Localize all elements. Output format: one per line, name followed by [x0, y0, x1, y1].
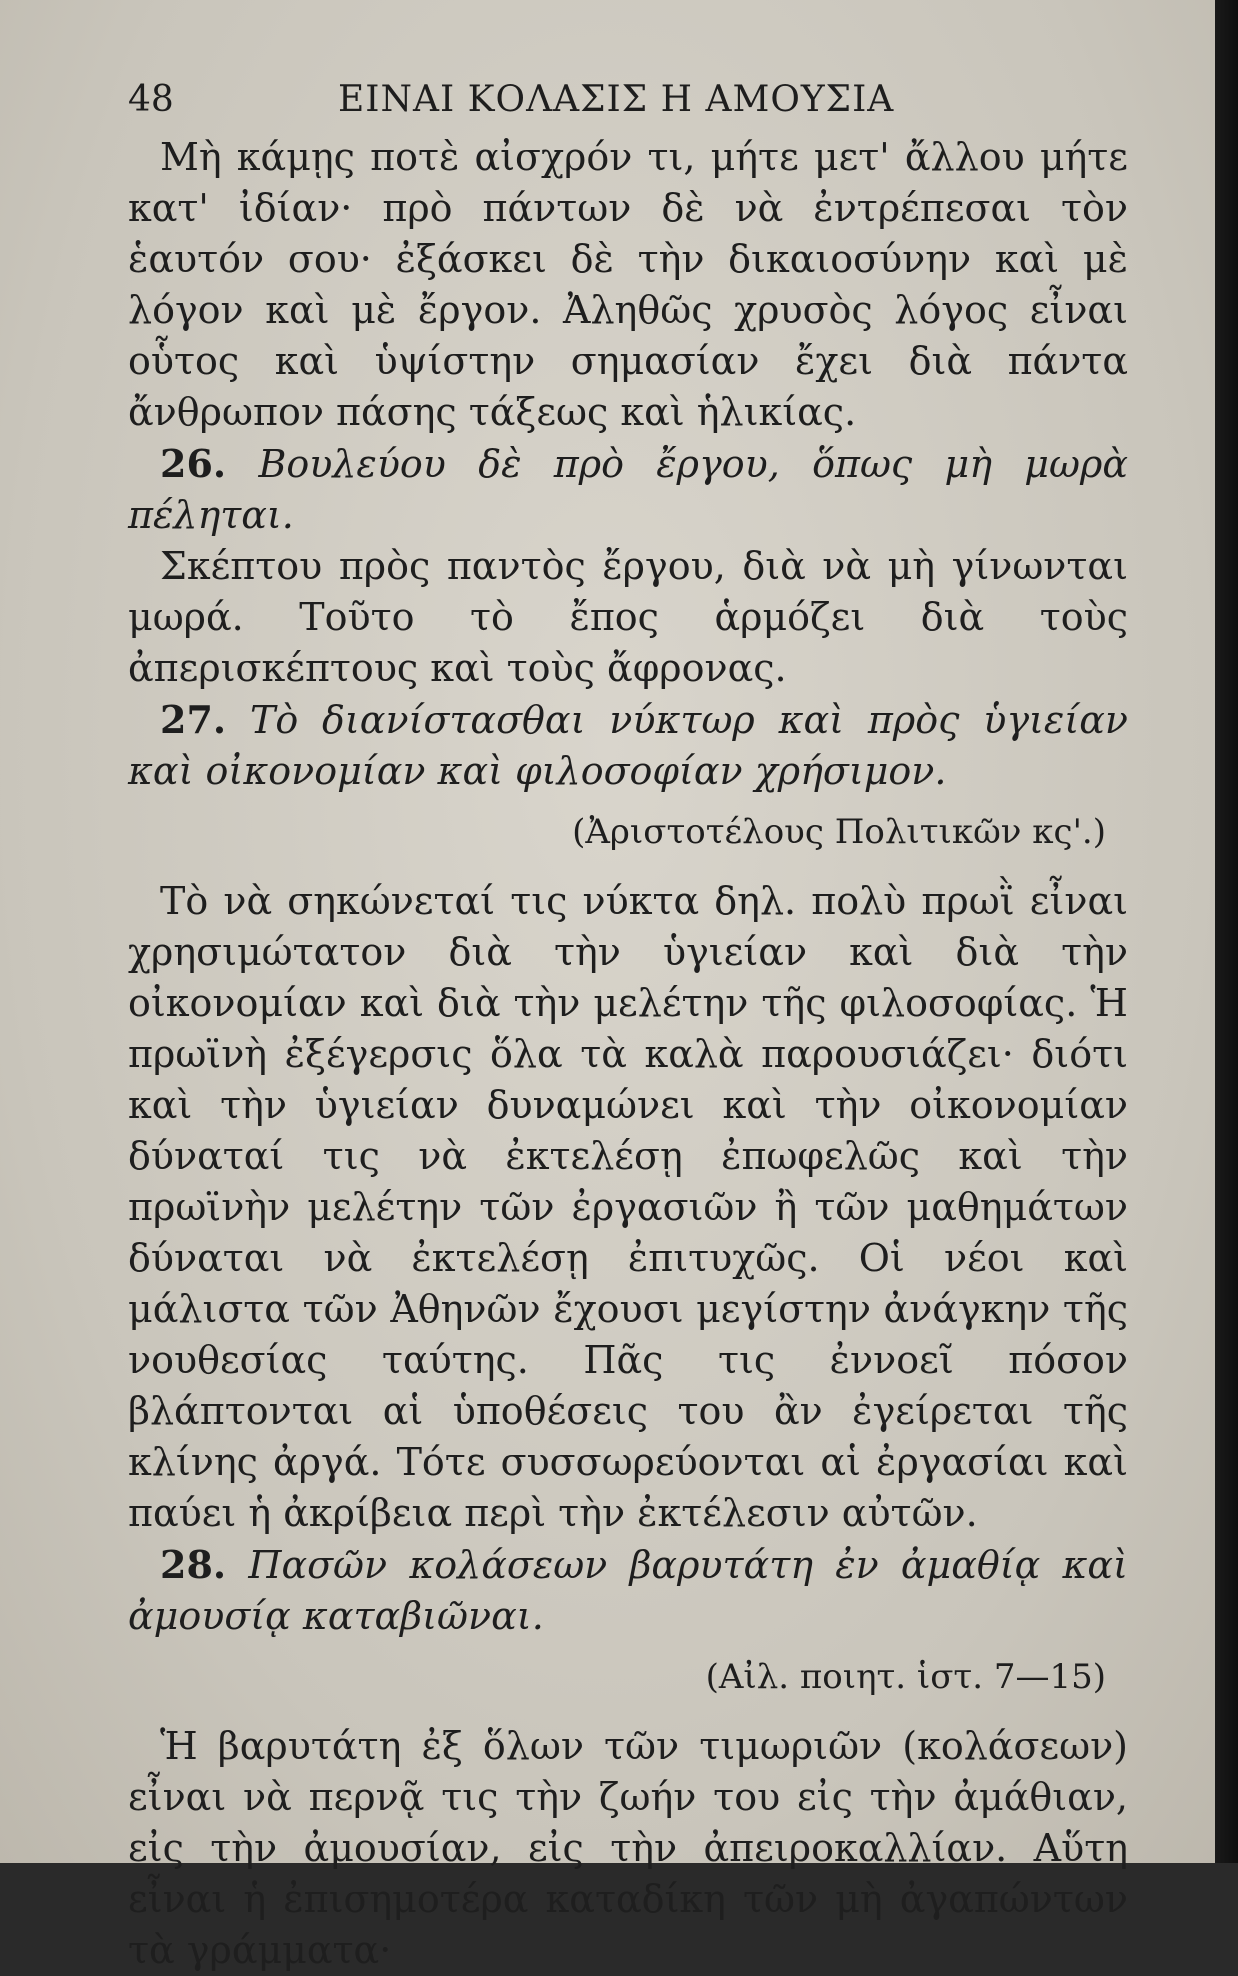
maxim-number: 27. [160, 697, 227, 742]
page-text [128, 62, 1128, 1976]
dark-edge [1215, 0, 1238, 1863]
page-number: 48 [128, 79, 174, 120]
maxim-quote: Βουλεύου δὲ πρὸ ἔργου, ὅπως μὴ μωρὰ πέληται. [128, 442, 1128, 537]
paragraph: Ἡ βαρυτάτη ἐξ ὅλων τῶν τιμωριῶν (κολάσεων) εἶναι νὰ περνᾷ τις τὴν ζωήν του εἰς τὴν ἀμάθιαν, εἰς τὴν ἀμουσίαν, εἰς τὴν ἀπειροκαλλίαν. Αὕτη εἶναι ἡ ἐπισημοτέρα καταδίκη τῶν μὴ ἀγαπώντων τὰ γράμματα· [128, 1724, 1128, 1972]
source-citation: (Ἀριστοτέλους Πολιτικῶν κς'.) [572, 812, 1106, 852]
maxim-number: 26. [160, 441, 227, 486]
maxim-number: 28. [160, 1542, 227, 1587]
maxim-28 [128, 1539, 1128, 1642]
maxim-27 [128, 694, 1128, 797]
maxim-quote: Πασῶν κολάσεων βαρυτάτη ἐν ἀμαθίᾳ καὶ ἀμουσίᾳ καταβιῶναι. [128, 1543, 1128, 1638]
paragraph: Μὴ κάμῃς ποτὲ αἰσχρόν τι, μήτε μετ' ἄλλου μήτε κατ' ἰδίαν· πρὸ πάντων δὲ νὰ ἐντρέπεσαι τὸν ἑαυτόν σου· ἐξάσκει δὲ τὴν δικαιοσύνην καὶ μὲ λόγον καὶ μὲ ἔργον. Ἀληθῶς χρυσὸς λόγος εἶναι οὗτος καὶ ὑψίστην σημασίαν ἔχει διὰ πάντα ἄνθρωπον πάσης τάξεως καὶ ἡλικίας. [128, 135, 1128, 434]
paragraph: Τὸ νὰ σηκώνεταί τις νύκτα δηλ. πολὺ πρωῒ εἶναι χρησιμώτατον διὰ τὴν ὑγιείαν καὶ διὰ τὴν οἰκονομίαν καὶ διὰ τὴν μελέτην τῆς φιλοσοφίας. Ἡ πρωϊνὴ ἐξέγερσις ὅλα τὰ καλὰ παρουσιάζει· διότι καὶ τὴν ὑγιείαν δυναμώνει καὶ τὴν οἰκονομίαν δύναταί τις νὰ ἐκτελέσῃ ἐπωφελῶς καὶ τὴν πρωϊνὴν μελέτην τῶν ἐργασιῶν ἢ τῶν μαθημάτων δύναται νὰ ἐκτελέσῃ ἐπιτυχῶς. Οἱ νέοι καὶ μάλιστα τῶν Ἀθηνῶν ἔχουσι μεγίστην ἀνάγκην τῆς νουθεσίας ταύτης. Πᾶς τις ἐννοεῖ πόσον βλάπτονται αἱ ὑποθέσεις του ἂν ἐγείρεται τῆς κλίνης ἀργά. Τότε συσσωρεύονται αἱ ἐργασίαι καὶ παύει ἡ ἀκρίβεια περὶ τὴν ἐκτέλεσιν αὐτῶν. [128, 879, 1128, 1535]
page-header [128, 62, 1128, 132]
maxim-quote: Τὸ διανίστασθαι νύκτωρ καὶ πρὸς ὑγιείαν καὶ οἰκονομίαν καὶ φιλοσοφίαν χρήσιμον. [128, 698, 1128, 793]
running-title: ΕΙΝΑΙ ΚΟΛΑΣΙΣ Η ΑΜΟΥΣΙΑ [338, 79, 895, 120]
source-citation: (Αἰλ. ποιητ. ἱστ. 7—15) [705, 1657, 1106, 1697]
paragraph: Σκέπτου πρὸς παντὸς ἔργου, διὰ νὰ μὴ γίνωνται μωρά. Τοῦτο τὸ ἔπος ἁρμόζει διὰ τοὺς ἀπερισκέπτους καὶ τοὺς ἄφρονας. [128, 544, 1128, 690]
maxim-26 [128, 438, 1128, 541]
